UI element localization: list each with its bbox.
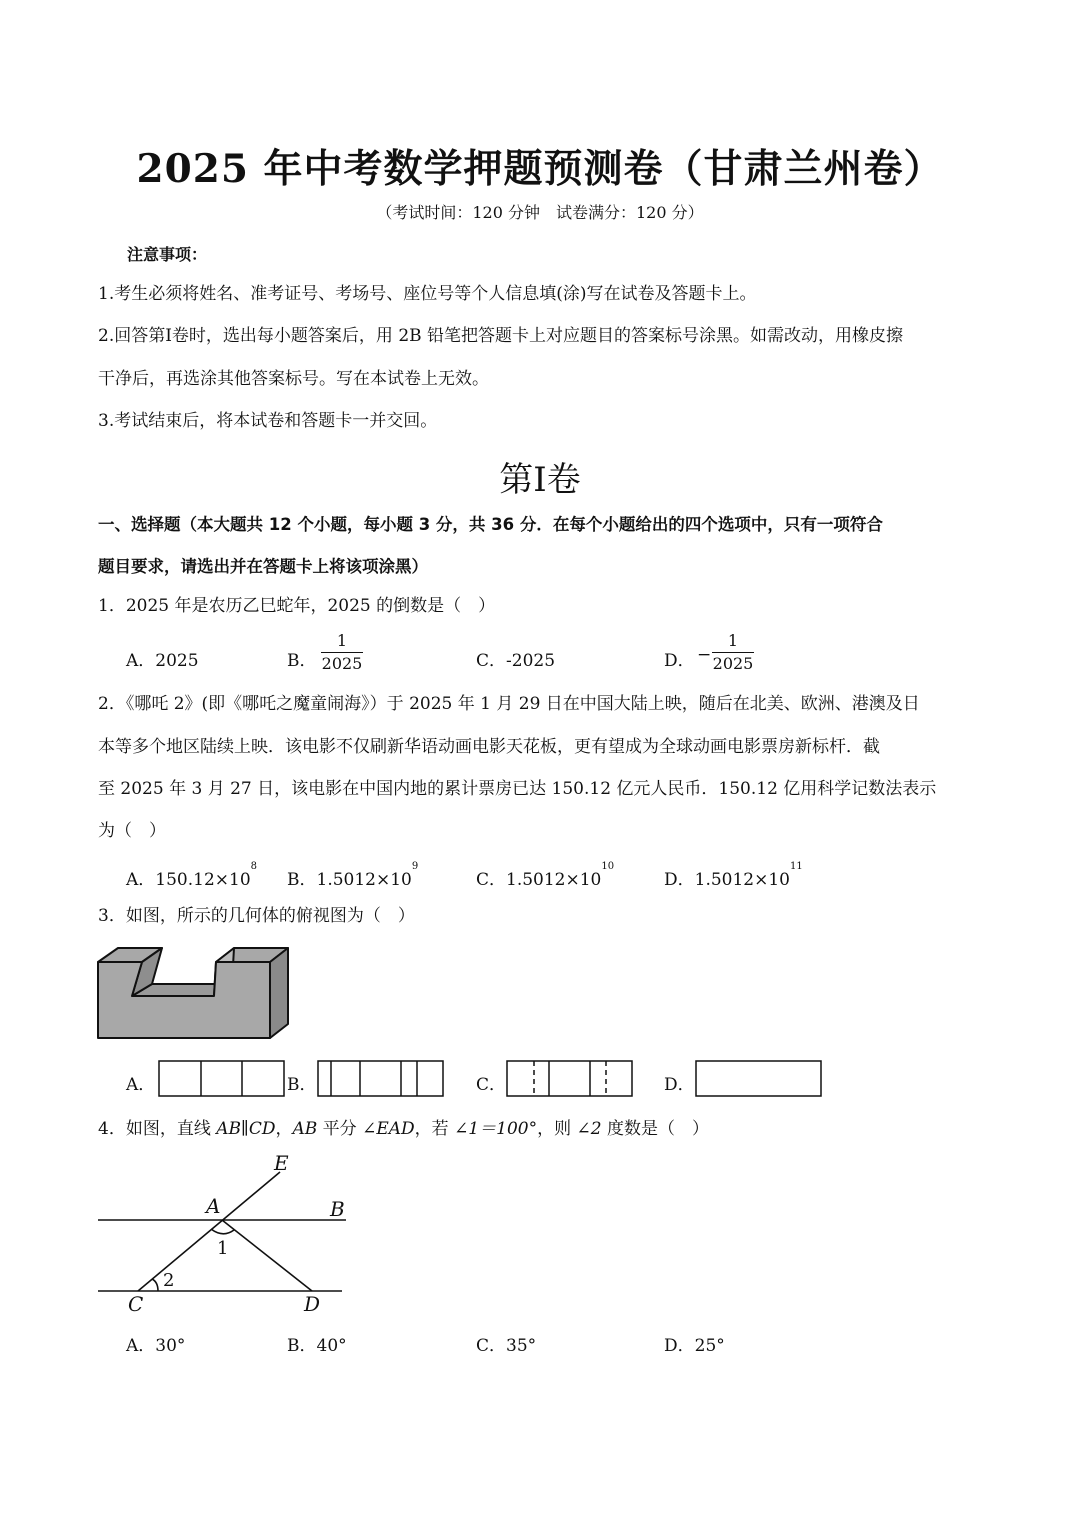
- option-value: 40°: [316, 1336, 347, 1356]
- note-line-3: 3.考试结束后，将本试卷和答题卡一并交回。: [98, 411, 438, 431]
- q3-option-c-figure: [506, 1060, 634, 1098]
- note-line-2a: 2.回答第Ⅰ卷时，选出每小题答案后，用 2B 铅笔把答题卡上对应题目的答案标号涂黑。如需改动，用橡皮擦: [98, 326, 904, 346]
- q3-option-d-figure: [695, 1060, 823, 1098]
- option-label: C．: [476, 870, 507, 890]
- note-line-1: 1.考生必须将姓名、准考证号、考场号、座位号等个人信息填(涂)写在试卷及答题卡上。: [98, 284, 757, 304]
- option-label: B．: [287, 870, 317, 890]
- label-b: B: [330, 1197, 345, 1221]
- q4-option-a: [126, 1331, 185, 1356]
- q1-option-c: [476, 646, 555, 671]
- option-label: C．: [476, 651, 507, 671]
- exponent: 11: [790, 861, 803, 872]
- q1-option-b-label: B．: [287, 651, 317, 671]
- solid-right-face: [270, 948, 288, 1038]
- q4-stem-math: AB∥CD: [216, 1119, 276, 1139]
- q4-stem-math: ∠EAD: [362, 1119, 415, 1139]
- page-title: 2025 年中考数学押题预测卷（甘肃兰州卷）: [136, 146, 944, 192]
- label-angle-1: 1: [217, 1238, 229, 1259]
- option-value: 35°: [506, 1336, 537, 1356]
- q3-option-a-label: A．: [126, 1075, 156, 1095]
- fraction-bar: [712, 652, 754, 653]
- q1-option-d-sign: −: [697, 645, 712, 665]
- numerator: 1: [336, 631, 348, 650]
- option-value: 2025: [155, 651, 199, 671]
- option-label: C．: [476, 1336, 507, 1356]
- note-line-2b: 干净后，再选涂其他答案标号。写在本试卷上无效。: [98, 369, 489, 389]
- option-label: D．: [664, 870, 695, 890]
- option-label: A．: [126, 1336, 156, 1356]
- line-ce: [138, 1172, 280, 1291]
- option-value: 1.5012×10: [694, 870, 790, 890]
- q2-option-a: [126, 861, 258, 890]
- section-heading-line-2: 题目要求，请选出并在答题卡上将该项涂黑）: [98, 557, 428, 576]
- label-angle-2: 2: [163, 1270, 175, 1291]
- q1-option-a: [126, 646, 199, 671]
- angle-1-arc: [211, 1229, 234, 1234]
- section-heading-line-1: 一、选择题（本大题共 12 个小题，每小题 3 分，共 36 分．在每个小题给出的四个选项中，只有一项符合: [98, 515, 883, 534]
- q4-option-c: [476, 1331, 536, 1356]
- q3-stem: 3．如图，所示的几何体的俯视图为（ ）: [98, 906, 415, 926]
- q4-stem: [98, 1119, 709, 1139]
- q2-line-3: 至 2025 年 3 月 27 日，该电影在中国内地的累计票房已达 150.12 亿元人民币．150.12 亿用科学记数法表示: [98, 779, 937, 799]
- exponent: 9: [411, 861, 419, 872]
- angle-2-arc: [152, 1279, 158, 1291]
- label-c: C: [128, 1292, 144, 1316]
- q4-stem-math: AB: [292, 1119, 318, 1139]
- exponent: 8: [250, 861, 258, 872]
- option-label: A．: [126, 870, 156, 890]
- solid-front-face: [98, 962, 270, 1038]
- q3-option-c-label: C．: [476, 1075, 507, 1095]
- q4-stem-text: ，若: [414, 1119, 455, 1139]
- q2-option-d: [664, 861, 803, 890]
- q1-stem: 1．2025 年是农历乙巳蛇年，2025 的倒数是（ ）: [98, 596, 496, 616]
- line-ad: [222, 1220, 312, 1291]
- q4-stem-text: 度数是（ ）: [601, 1119, 709, 1139]
- q4-stem-text: 4．如图，直线: [98, 1119, 217, 1139]
- option-label: D．: [664, 1336, 695, 1356]
- q1-option-d-fraction: [712, 632, 754, 673]
- q1-option-b-fraction: [321, 632, 363, 673]
- option-value: 1.5012×10: [506, 870, 602, 890]
- option-label: A．: [126, 651, 156, 671]
- q4-stem-math: ∠1＝100°: [454, 1119, 538, 1139]
- q4-option-d: [664, 1331, 725, 1356]
- denominator: 2025: [712, 654, 754, 673]
- q2-option-c: [476, 861, 615, 890]
- q3-option-d-label: D．: [664, 1075, 695, 1095]
- q4-stem-text: ，则: [537, 1119, 577, 1139]
- label-a: A: [206, 1194, 221, 1218]
- exam-info: （考试时间：120 分钟 试卷满分：120 分）: [376, 203, 704, 222]
- label-d: D: [304, 1292, 321, 1316]
- volume-heading: 第Ⅰ卷: [499, 460, 581, 500]
- q4-figure: [94, 1148, 354, 1318]
- denominator: 2025: [321, 654, 363, 673]
- exponent: 10: [601, 861, 615, 872]
- q2-line-2: 本等多个地区陆续上映．该电影不仅刷新华语动画电影天花板，更有望成为全球动画电影票房新标杆．截: [98, 737, 880, 757]
- option-label: B．: [287, 1336, 317, 1356]
- option-value: 30°: [155, 1336, 186, 1356]
- option-value: 1.5012×10: [316, 870, 412, 890]
- q2-line-1: 2．《哪吒 2》(即《哪吒之魔童闹海》）于 2025 年 1 月 29 日在中国大陆上映，随后在北美、欧洲、港澳及日: [98, 694, 920, 714]
- fraction-bar: [321, 652, 363, 653]
- q4-stem-text: ，: [275, 1119, 293, 1139]
- option-value: 150.12×10: [155, 870, 251, 890]
- q4-option-b: [287, 1331, 347, 1356]
- option-value: -2025: [506, 651, 556, 671]
- q3-option-b-figure: [317, 1060, 445, 1098]
- q4-stem-math: ∠2: [576, 1119, 602, 1139]
- option-value: 25°: [694, 1336, 725, 1356]
- q4-stem-text: 平分: [317, 1119, 363, 1139]
- q2-option-b: [287, 861, 419, 890]
- numerator: 1: [727, 631, 739, 650]
- label-e: E: [274, 1151, 289, 1175]
- q3-option-a-figure: [158, 1060, 286, 1098]
- q1-option-d-label: D．: [664, 651, 695, 671]
- q3-solid-figure: [96, 944, 292, 1040]
- q2-line-4: 为（ ）: [98, 821, 166, 841]
- q3-option-b-label: B．: [287, 1075, 317, 1095]
- notes-heading: 注意事项：: [127, 245, 208, 264]
